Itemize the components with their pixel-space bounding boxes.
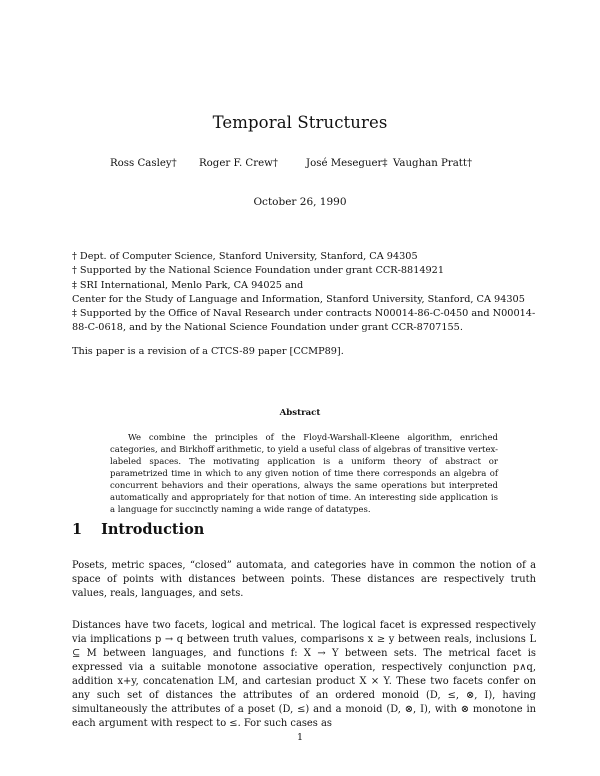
abstract-text: We combine the principles of the Floyd-Warshall-Kleene algorithm, enriched categories, and Birkhoff arithmetic, to yield a useful class of algebras of transitive vertex-labeled spaces. The motivating application is a uniform theory of abstract or parametrized time in which to any given notion of time there corresponds an algebra of concurrent behaviors and their operations, always the same operations but interpreted automatically and appropriately for that notion of time. An interesting side application is a language for succinctly naming a wide range of datatypes. [110, 433, 498, 515]
author-name: Ross Casley† [110, 158, 177, 169]
body-paragraph: Distances have two facets, logical and metrical. The logical facet is expressed respectively via implications p → q between truth values, comparisons x ≥ y between reals, inclusions L ⊆ M between languages, and functions f: X → Y between sets. The metrical facet is expressed via a suitable monotone associative operation, respectively conjunction p∧q, addition x+y, concatenation LM, and cartesian product X × Y. These two facets confer on any such set of distances the attributes of an ordered monoid (D, ≤, ⊗, I), having simultaneously the attributes of a poset (D, ≤) and a monoid (D, ⊗, I), with ⊗ monotone in each argument with respect to ≤. For such cases as [72, 620, 536, 729]
affiliation-line: † Dept. of Computer Science, Stanford University, Stanford, CA 94305 [72, 251, 418, 262]
revision-note: This paper is a revision of a CTCS-89 paper [CCMP89]. [72, 346, 344, 357]
affiliation-line: † Supported by the National Science Foundation under grant CCR-8814921 [72, 265, 445, 277]
section-number: 1 [72, 521, 83, 538]
page-number: 1 [296, 732, 304, 743]
author-name: Roger F. Crew† [199, 158, 278, 169]
author-name: José Meseguer‡ [306, 158, 388, 169]
author-name: Vaughan Pratt† [393, 158, 473, 169]
author-list [0, 158, 600, 174]
section-heading [72, 521, 536, 538]
body-paragraph: Posets, metric spaces, “closed” automata, and categories have in common the notion of a space of points with distances between points. These distances are respectively truth values, reals, languages, and sets. [72, 560, 536, 599]
affiliation-line: ‡ Supported by the Office of Naval Research under contracts N00014-86-C-0450 and N00014-88-C-0618, and by the National Science Foundation under grant CCR-8707155. [72, 308, 536, 334]
section-title: Introduction [101, 521, 205, 538]
affiliation-notes [72, 250, 536, 336]
affiliation-line: ‡ SRI International, Menlo Park, CA 94025 and [72, 279, 304, 291]
abstract-heading: Abstract [279, 408, 321, 418]
paper-date: October 26, 1990 [253, 196, 347, 208]
paper-title: Temporal Structures [212, 113, 388, 132]
affiliation-line: Center for the Study of Language and Information, Stanford University, Stanford, CA 94305 [72, 293, 525, 305]
